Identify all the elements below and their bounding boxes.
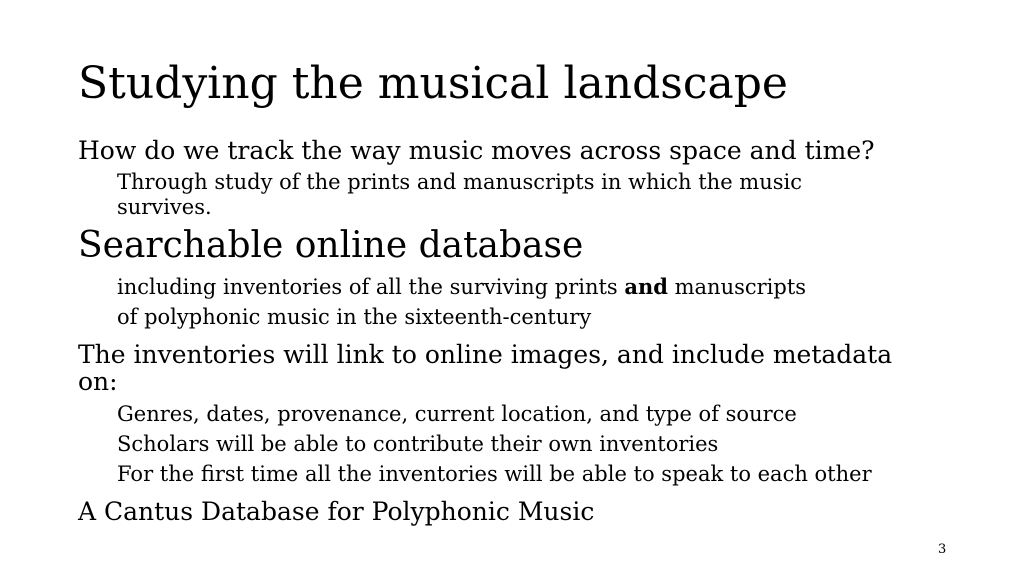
bullet-cantus-database: A Cantus Database for Polyphonic Music xyxy=(78,497,595,526)
bullet-inventories-line2: on: xyxy=(78,367,118,396)
slide-title: Studying the musical landscape xyxy=(78,58,788,109)
bullet-database-heading: Searchable online database xyxy=(78,225,584,266)
sub-bullet-inventories-text-before: including inventories of all the surviving prints xyxy=(117,275,625,299)
bullet-inventories-line1: The inventories will link to online images, and include metadata xyxy=(78,340,893,369)
sub-bullet-prints-line2: survives. xyxy=(117,195,212,219)
bullet-question: How do we track the way music moves across space and time? xyxy=(78,136,875,165)
sub-bullet-genres: Genres, dates, provenance, current location, and type of source xyxy=(117,402,797,426)
sub-bullet-inventories-text-after: manuscripts xyxy=(667,275,807,299)
page-number: 3 xyxy=(938,542,947,557)
sub-bullet-inventories xyxy=(117,275,806,299)
sub-bullet-scholars: Scholars will be able to contribute their own inventories xyxy=(117,432,719,456)
sub-bullet-polyphonic: of polyphonic music in the sixteenth-century xyxy=(117,305,592,329)
sub-bullet-first-time: For the first time all the inventories will be able to speak to each other xyxy=(117,462,872,486)
sub-bullet-inventories-bold: and xyxy=(624,274,668,299)
sub-bullet-prints-line1: Through study of the prints and manuscripts in which the music xyxy=(117,170,803,194)
